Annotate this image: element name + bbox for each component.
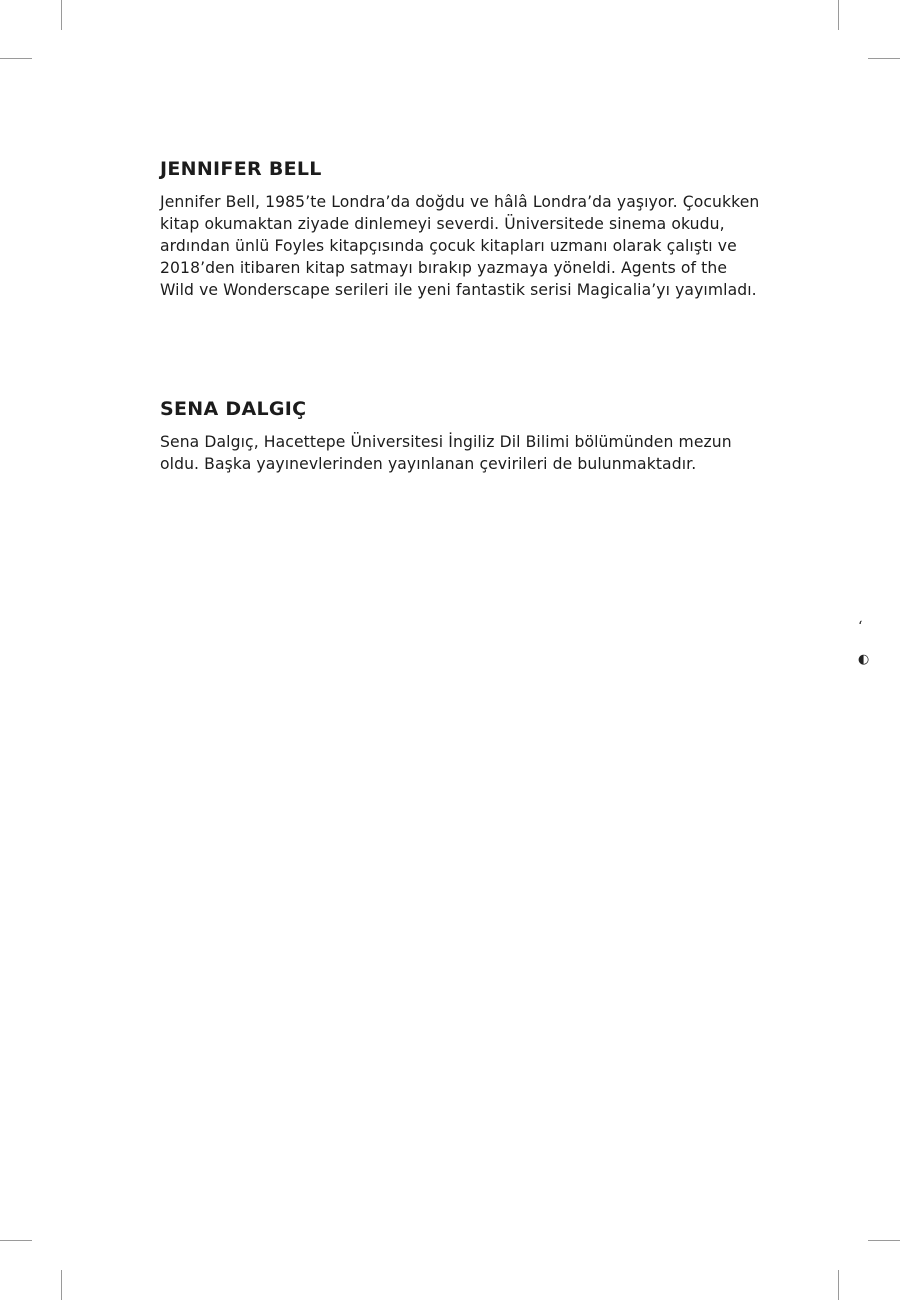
crop-mark-bottom-right-vertical xyxy=(838,1270,839,1300)
author-bio-section xyxy=(160,157,760,301)
crop-mark-top-right-vertical xyxy=(838,0,839,30)
crop-mark-top-right-horizontal xyxy=(868,58,900,59)
translator-bio-text: Sena Dalgıç, Hacettepe Üniversitesi İngiliz Dil Bilimi bölümünden mezun oldu. Başka yayınevlerinden yayınlanan çevirileri de bulunmaktadır. xyxy=(160,433,732,473)
translator-heading: SENA DALGIÇ xyxy=(160,398,307,420)
crop-mark-bottom-left-vertical xyxy=(61,1270,62,1300)
margin-mark-quote: ‘ xyxy=(858,619,863,635)
crop-mark-bottom-left-horizontal xyxy=(0,1240,32,1241)
crop-mark-top-left-horizontal xyxy=(0,58,32,59)
translator-bio-section xyxy=(160,397,760,475)
crop-mark-bottom-right-horizontal xyxy=(868,1240,900,1241)
margin-mark-half-circle: ◐ xyxy=(858,652,870,667)
author-bio-text: Jennifer Bell, 1985’te Londra’da doğdu ve hâlâ Londra’da yaşıyor. Çocukken kitap okumaktan ziyade dinlemeyi severdi. Üniversitede sinema okudu, ardından ünlü Foyles kitapçısında çocuk kitapları uzmanı olarak çalıştı ve 2018’den itibaren kitap satmayı bırakıp yazmaya yöneldi. Agents of the Wild ve Wonderscape serileri ile yeni fantastik serisi Magicalia’yı yayımladı. xyxy=(160,193,760,299)
author-heading: JENNIFER BELL xyxy=(160,158,322,180)
crop-mark-top-left-vertical xyxy=(61,0,62,30)
